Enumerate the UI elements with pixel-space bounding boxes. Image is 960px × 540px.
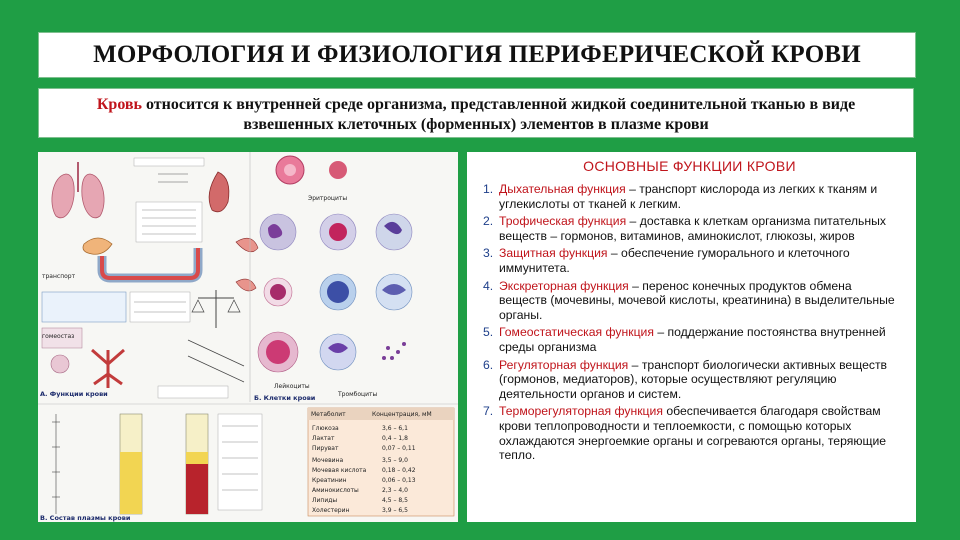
thrombocytes-label: Тромбоциты xyxy=(338,391,378,398)
table-row-name: Глюкоза xyxy=(312,425,339,432)
function-name: Терморегуляторная функция xyxy=(499,404,663,419)
list-item: 2. Трофическая функция – доставка к клеткам организма питательных веществ – гормонов, витаминов, аминокислот, глюкозы, жиров xyxy=(483,214,886,243)
heart-icon xyxy=(209,172,229,212)
definition-box xyxy=(38,88,914,138)
function-name: Экскреторная функция xyxy=(499,278,629,293)
erythrocytes-label: Эритроциты xyxy=(308,195,348,202)
list-item: 6. Регуляторная функция – транспорт биологически активных веществ (гормонов, медиаторов), которые осуществляют регуляцию деятельности органов и систем. xyxy=(483,357,888,401)
cells-column xyxy=(186,464,208,514)
functions-heading: ОСНОВНЫЕ ФУНКЦИИ КРОВИ xyxy=(583,158,796,174)
panel-a xyxy=(40,158,258,398)
functions-list xyxy=(477,182,902,463)
vessels-icon xyxy=(92,350,124,388)
function-desc: – транспорт биологически активных веществ (гормонов, медиаторов), которые осуществляют регуляцию деятельности органов и систем. xyxy=(499,357,888,401)
list-item: 5. Гомеостатическая функция – поддержание постоянства внутренней среды организма xyxy=(483,325,886,354)
table-row-value: 4,5 – 8,5 xyxy=(382,497,408,504)
function-name: Защитная функция xyxy=(499,246,608,261)
table-row-name: Холестерин xyxy=(312,507,350,514)
panel-b xyxy=(250,152,412,402)
function-desc: – обеспечение гуморального и клеточного иммунитета. xyxy=(499,246,850,275)
table-row-name: Лактат xyxy=(312,435,335,442)
table-row-value: 0,07 – 0,11 xyxy=(382,445,416,452)
table-row-name: Аминокислоты xyxy=(312,487,359,494)
leukocytes-label: Лейкоциты xyxy=(274,383,310,390)
table-row-name: Мочевая кислота xyxy=(312,467,367,474)
table-row-value: 3,5 – 9,0 xyxy=(382,457,408,464)
definition-term: Кровь xyxy=(96,96,143,113)
table-row-name: Пируват xyxy=(312,445,339,452)
transport-label: транспорт xyxy=(42,273,76,280)
panel-a-caption: А. Функции крови xyxy=(40,390,108,398)
functions-panel xyxy=(467,152,916,522)
table-row-value: 2,3 – 4,0 xyxy=(382,487,408,494)
function-desc: – доставка к клеткам организма питательных веществ – гормонов, витаминов, аминокислот, глюкозы, жиров xyxy=(499,214,886,243)
panel-c-caption: В. Состав плазмы крови xyxy=(40,514,131,522)
definition-text: относится к внутренней среде организма, представленной жидкой соединительной тканью в виде взвешенных клеточных (форменных) элементов в плазме крови xyxy=(142,96,856,133)
blood-illustration xyxy=(38,152,458,522)
page-title: МОРФОЛОГИЯ И ФИЗИОЛОГИЯ ПЕРИФЕРИЧЕСКОЙ КРОВИ xyxy=(93,41,861,68)
list-item: 7. Терморегуляторная функция обеспечивается благодаря свойствам крови теплопроводности и теплоемкости, с помощью которых охлаждаются энергоемкие органы и согреваются органы, теряющие тепло. xyxy=(483,404,887,463)
function-desc: – перенос конечных продуктов обмена веществ (мочевины, мочевой кислоты, креатинина) в выделительные органы. xyxy=(499,278,895,322)
plasma-column xyxy=(120,452,142,514)
panel-c xyxy=(38,404,458,522)
list-item: 1. Дыхательная функция – транспорт кислорода из легких к тканям и углекислоты от тканей к легким. xyxy=(483,182,878,211)
table-row-value: 3,6 – 6,1 xyxy=(382,425,408,432)
table-row-value: 0,06 – 0,13 xyxy=(382,477,416,484)
homeostasis-label: гомеостаз xyxy=(42,333,75,340)
function-name: Дыхательная функция xyxy=(499,182,626,196)
table-row-name: Липиды xyxy=(312,497,338,504)
list-item: 3. Защитная функция – обеспечение гуморального и клеточного иммунитета. xyxy=(483,246,850,275)
lung-left-icon xyxy=(52,174,74,218)
table-row-value: 0,4 – 1,8 xyxy=(382,435,408,442)
table-row-name: Мочевина xyxy=(312,457,344,464)
function-name: Трофическая функция xyxy=(499,214,627,229)
function-name: Регуляторная функция xyxy=(499,357,629,372)
table-row-value: 0,18 – 0,42 xyxy=(382,467,416,474)
lung-right-icon xyxy=(82,174,104,218)
title-box xyxy=(38,32,916,78)
table-row-name: Креатинин xyxy=(312,477,347,484)
function-desc: – поддержание постоянства внутренней среды организма xyxy=(499,325,886,354)
panel-b-caption: Б. Клетки крови xyxy=(254,394,316,402)
intestine-icon xyxy=(83,238,112,254)
blood-diagram xyxy=(38,152,458,522)
function-desc: – транспорт кислорода из легких к тканям и углекислоты от тканей к легким. xyxy=(499,182,878,211)
concentration-header: Концентрация, мМ xyxy=(372,411,432,418)
function-name: Гомеостатическая функция xyxy=(499,325,654,340)
list-item: 4. Экскреторная функция – перенос конечных продуктов обмена веществ (мочевины, мочевой кислоты, креатинина) в выделительные органы. xyxy=(483,278,895,322)
metabolite-header: Метаболит xyxy=(311,411,346,418)
function-desc: обеспечивается благодаря свойствам крови теплопроводности и теплоемкости, с помощью которых охлаждаются энергоемкие органы и согреваются органы, теряющие тепло. xyxy=(499,404,887,463)
table-row-value: 3,9 – 6,5 xyxy=(382,507,408,514)
